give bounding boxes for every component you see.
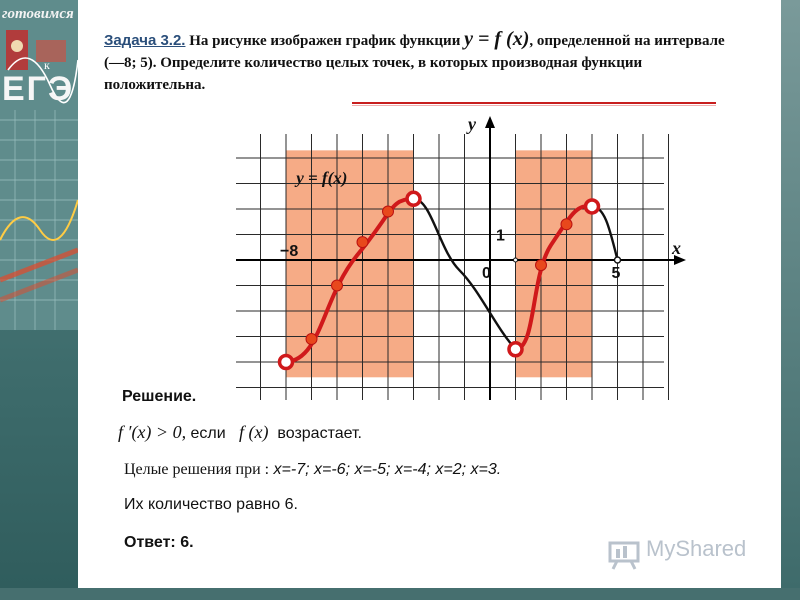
integer-point <box>383 206 394 217</box>
decreasing-piece-2 <box>592 206 618 260</box>
integer-solutions-line <box>124 461 501 479</box>
answer-text: Ответ: 6. <box>124 534 194 551</box>
bottom-decor-strip <box>0 588 800 600</box>
function-reference: f (x) <box>239 422 269 442</box>
integer-point <box>306 334 317 345</box>
open-endpoint <box>615 257 621 263</box>
integer-solutions-values: x=-7; x=-6; x=-5; x=-4; x=2; x=3. <box>273 461 502 478</box>
extremum-point <box>280 356 293 369</box>
shaded-interval-2 <box>516 150 593 377</box>
right-decor-strip <box>781 0 800 600</box>
math-collage-image <box>0 0 78 330</box>
extremum-point <box>509 343 522 356</box>
integer-point <box>332 280 343 291</box>
tick-label-0: 0 <box>482 265 491 282</box>
problem-tag-link[interactable]: Задача 3.2. <box>104 32 186 49</box>
tick-label-1: 1 <box>496 227 505 245</box>
problem-statement <box>104 28 744 96</box>
open-point <box>514 258 518 262</box>
solution-condition-line <box>118 422 362 443</box>
brand-subtitle: готовимся <box>2 6 74 22</box>
extremum-point <box>407 192 420 205</box>
if-word: если <box>190 425 226 442</box>
tick-label-minus8: −8 <box>280 243 299 260</box>
problem-function: y = f (x) <box>464 28 530 50</box>
y-axis-arrow <box>485 116 495 128</box>
brand-k: к <box>44 58 50 72</box>
tick-label-5: 5 <box>611 265 621 282</box>
underline-rule <box>352 102 716 104</box>
integer-point <box>357 237 368 248</box>
extremum-point <box>586 200 599 213</box>
left-decor-strip <box>0 0 78 600</box>
problem-text-after: , определенной на интервале (—8; 5). Определите количество целых точек, в которых производная функции положительна. <box>104 33 725 93</box>
watermark: MyShared <box>646 536 747 561</box>
count-text: Их количество равно 6. <box>124 496 298 513</box>
integer-solutions-label: Целые решения при : <box>124 461 270 478</box>
solution-title: Решение. <box>122 388 197 405</box>
integer-point <box>536 260 547 271</box>
problem-text-before: На рисунке изображен график функции <box>189 33 461 49</box>
underline-rule-shadow <box>352 105 716 106</box>
integer-point <box>561 219 572 230</box>
function-graph <box>232 112 690 402</box>
increases-word: возрастает. <box>277 425 362 442</box>
presentation-icon <box>607 540 643 570</box>
derivative-formula: f ′(x) > 0, <box>118 422 187 442</box>
brand-title: ЕГЭ <box>2 70 75 108</box>
x-axis-label: x <box>672 238 681 258</box>
y-axis-label: y <box>468 114 476 134</box>
curve-label: y = f(x) <box>296 168 348 188</box>
